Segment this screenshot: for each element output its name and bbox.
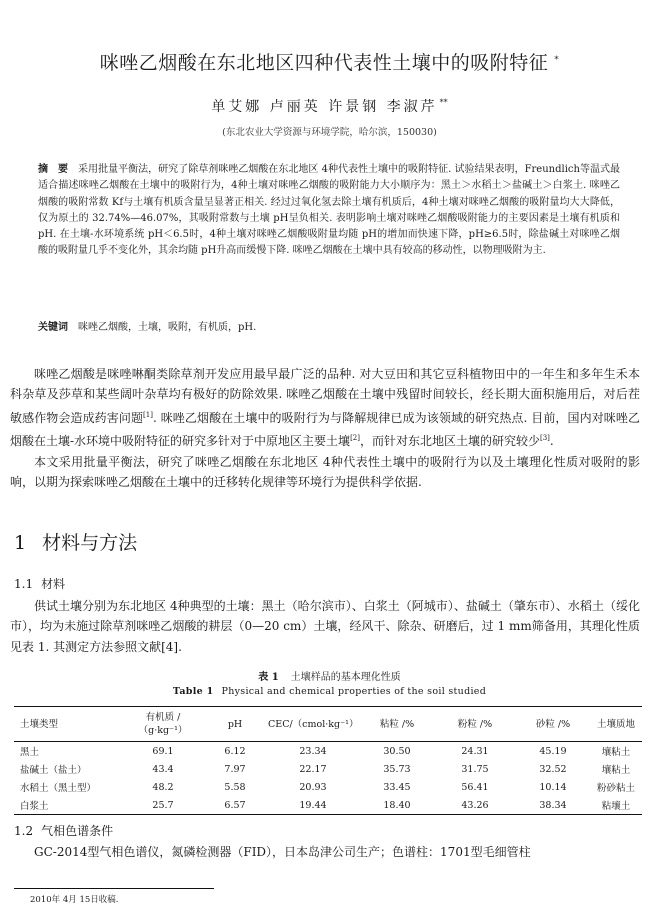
- abstract: [38, 162, 620, 260]
- table-cell: 20.93: [299, 781, 327, 793]
- table-row: [14, 778, 642, 796]
- table-number-en: Table 1: [172, 686, 214, 697]
- table-cell: 48.2: [152, 781, 174, 793]
- table-cell: 43.4: [152, 763, 174, 775]
- table-cell: 19.44: [266, 796, 360, 815]
- column-header: 土壤类型: [14, 707, 122, 742]
- keywords-label: 关键词: [38, 322, 68, 333]
- table-title: 土壤样品的基本理化性质: [290, 672, 401, 683]
- subsection-title: 材料: [41, 577, 66, 591]
- table-cell: 粉砂粘土: [596, 783, 635, 794]
- table-cell: 18.40: [360, 796, 434, 815]
- paper-title: [0, 48, 659, 75]
- table-header-row: [14, 707, 642, 742]
- column-header: 砂粒 /%: [516, 707, 590, 742]
- column-header: CEC/（cmol·kg⁻¹）: [266, 707, 360, 742]
- table-cell: 22.17: [299, 763, 327, 775]
- table-cell: 43.26: [434, 796, 516, 815]
- title-text: 咪唑乙烟酸在东北地区四种代表性土壤中的吸附特征: [99, 52, 549, 74]
- table-cell: 31.75: [461, 763, 489, 775]
- table-cell: 黑土: [20, 747, 40, 758]
- table-cell: 56.41: [461, 781, 489, 793]
- table-cell: 水稻土（黑土型）: [20, 783, 97, 794]
- citation-2: [2]: [350, 434, 360, 443]
- materials-paragraph: 供试土壤分别为东北地区 4种典型的土壤：黑土（哈尔滨市）、白浆土（阿城市）、盐碱土（肇东市）、水稻土（绥化市），均为未施过除草剂咪唑乙烟酸的耕层（0—20 cm）土壤，经风干、除杂、研磨后，过 1 mm筛备用，其理化性质见表 1. 其测定方法参照文献[4].: [10, 599, 640, 654]
- title-footnote-mark: *: [554, 54, 560, 65]
- author-footnote-mark: **: [439, 98, 448, 108]
- table-caption-cn: [0, 668, 659, 683]
- subsection-number: 1.2: [14, 824, 34, 838]
- gc-conditions-paragraph: GC-2014型气相色谱仪，氮磷检测器（FID），日本岛津公司生产；色谱柱：1701型毛细管柱: [34, 845, 531, 859]
- keywords: [38, 318, 620, 333]
- table-cell: 5.58: [224, 781, 246, 793]
- table-cell: 10.14: [539, 781, 567, 793]
- section-title: 材料与方法: [42, 532, 138, 554]
- table-cell: 盐碱土（盐土）: [20, 765, 87, 776]
- introduction: [10, 364, 640, 492]
- abstract-label: 摘 要: [38, 164, 69, 175]
- intro-paragraph-2: 本文采用批量平衡法，研究了咪唑乙烟酸在东北地区 4种代表性土壤中的吸附行为以及土壤理化性质对吸附的影响，以期为探索咪唑乙烟酸在土壤中的迁移转化规律等环境行为提供科学依据.: [10, 454, 640, 490]
- table-caption-en: [0, 686, 659, 697]
- table-cell: 69.1: [152, 745, 174, 757]
- soil-properties-table: [14, 706, 642, 815]
- abstract-text: 采用批量平衡法，研究了除草剂咪唑乙烟酸在东北地区 4种代表性土壤中的吸附特征. 试验结果表明，Freundlich等温式最适合描述咪唑乙烟酸在土壤中的吸附行为，4种土壤对咪唑乙烟酸的吸附能力大小顺序为：黑土＞水稻土＞盐碱土＞白浆土. 咪唑乙烟酸的吸附常数 Kf与土壤有机质含量呈显著正相关. 经过过氧化氢去除土壤有机质后，4种土壤对咪唑乙烟酸的吸附量均大大降低，仅为原土的 32.74%—46.07%，其吸附常数与土壤 pH呈负相关. 表明影响土壤对咪唑乙烟酸吸附能力的主要因素是土壤有机质和 pH. 在土壤-水环境系统 pH＜6.5时，4种土壤对咪唑乙烟酸吸附量均随 pH的增加而快速下降，pH≥6.5时，除盐碱土对咪唑乙烟酸的吸附量几乎不变化外，其余均随 pH升高而缓慢下降. 咪唑乙烟酸在土壤中具有较高的移动性，以物理吸附为主.: [38, 164, 620, 257]
- intro-p1-part-d: .: [549, 434, 554, 449]
- keywords-text: 咪唑乙烟酸，土壤，吸附，有机质，pH.: [78, 322, 257, 333]
- author-names: 单艾娜 卢丽英 许景钢 李淑芹: [211, 99, 438, 115]
- table-cell: 6.57: [204, 796, 266, 815]
- intro-p1-part-b: . 咪唑乙烟酸在土壤中的吸附行为与降解规律已成为该领域的研究热点. 目前，国内对咪唑乙烟酸在土壤-水环境中吸附特征的研究多针对于中原地区主要土壤: [10, 410, 640, 449]
- table-cell: 32.52: [539, 763, 567, 775]
- table-cell: 24.31: [461, 745, 489, 757]
- table-cell: 35.73: [383, 763, 411, 775]
- table-number: 表 1: [258, 672, 279, 683]
- table-cell: 壤粘土: [601, 747, 631, 758]
- table-cell: 38.34: [516, 796, 590, 815]
- subsection-heading-1-1: [14, 575, 65, 592]
- affiliation: (东北农业大学资源与环境学院，哈尔滨，150030): [222, 127, 437, 138]
- table-cell: 白浆土: [14, 796, 122, 815]
- table-cell: 6.12: [224, 745, 246, 757]
- citation-3: [3]: [540, 434, 550, 443]
- table-cell: 45.19: [539, 745, 567, 757]
- table-row: [14, 760, 642, 778]
- table-cell: 23.34: [299, 745, 327, 757]
- table-cell: 壤粘土: [601, 765, 631, 776]
- subsection-number: 1.1: [14, 577, 34, 591]
- column-header: 土壤质地: [590, 707, 642, 742]
- table-row: [14, 796, 642, 815]
- table-cell: 30.50: [383, 745, 411, 757]
- footnote-divider: [14, 888, 214, 889]
- section-heading-1: [14, 528, 137, 555]
- received-date-footnote: 2010年 4月 15日收稿.: [30, 895, 119, 905]
- table-row: [14, 742, 642, 761]
- citation-1: [1]: [143, 410, 153, 419]
- column-header: pH: [204, 707, 266, 742]
- subsection-title: 气相色谱条件: [41, 824, 114, 838]
- intro-paragraph-1: [10, 364, 640, 452]
- column-header: 粘粒 /%: [360, 707, 434, 742]
- author-line: [0, 96, 659, 116]
- column-header: 粉粒 /%: [434, 707, 516, 742]
- table-cell: 25.7: [122, 796, 204, 815]
- gc-conditions-text: [10, 842, 640, 862]
- intro-p1-part-a: 咪唑乙烟酸是咪唑啉酮类除草剂开发应用最早最广泛的品种. 对大豆田和其它豆科植物田中的一年生和多年生禾本科杂草及莎草和某些阔叶杂草均有极好的防除效果. 咪唑乙烟酸在土壤中残留时间较长，经长期大面积施用后，对后茬敏感作物会造成药害问题: [10, 367, 640, 425]
- materials-text: [10, 596, 640, 657]
- section-number: 1: [14, 532, 27, 554]
- column-header: 有机质 /（g·kg⁻¹）: [122, 707, 204, 742]
- table-cell: 7.97: [224, 763, 246, 775]
- intro-p1-part-c: ，而针对东北地区土壤的研究较少: [359, 434, 540, 449]
- subsection-heading-1-2: [14, 822, 113, 839]
- table-cell: 33.45: [383, 781, 411, 793]
- table-cell: 粘壤土: [590, 796, 642, 815]
- table-title-en: Physical and chemical properties of the soil studied: [221, 686, 487, 697]
